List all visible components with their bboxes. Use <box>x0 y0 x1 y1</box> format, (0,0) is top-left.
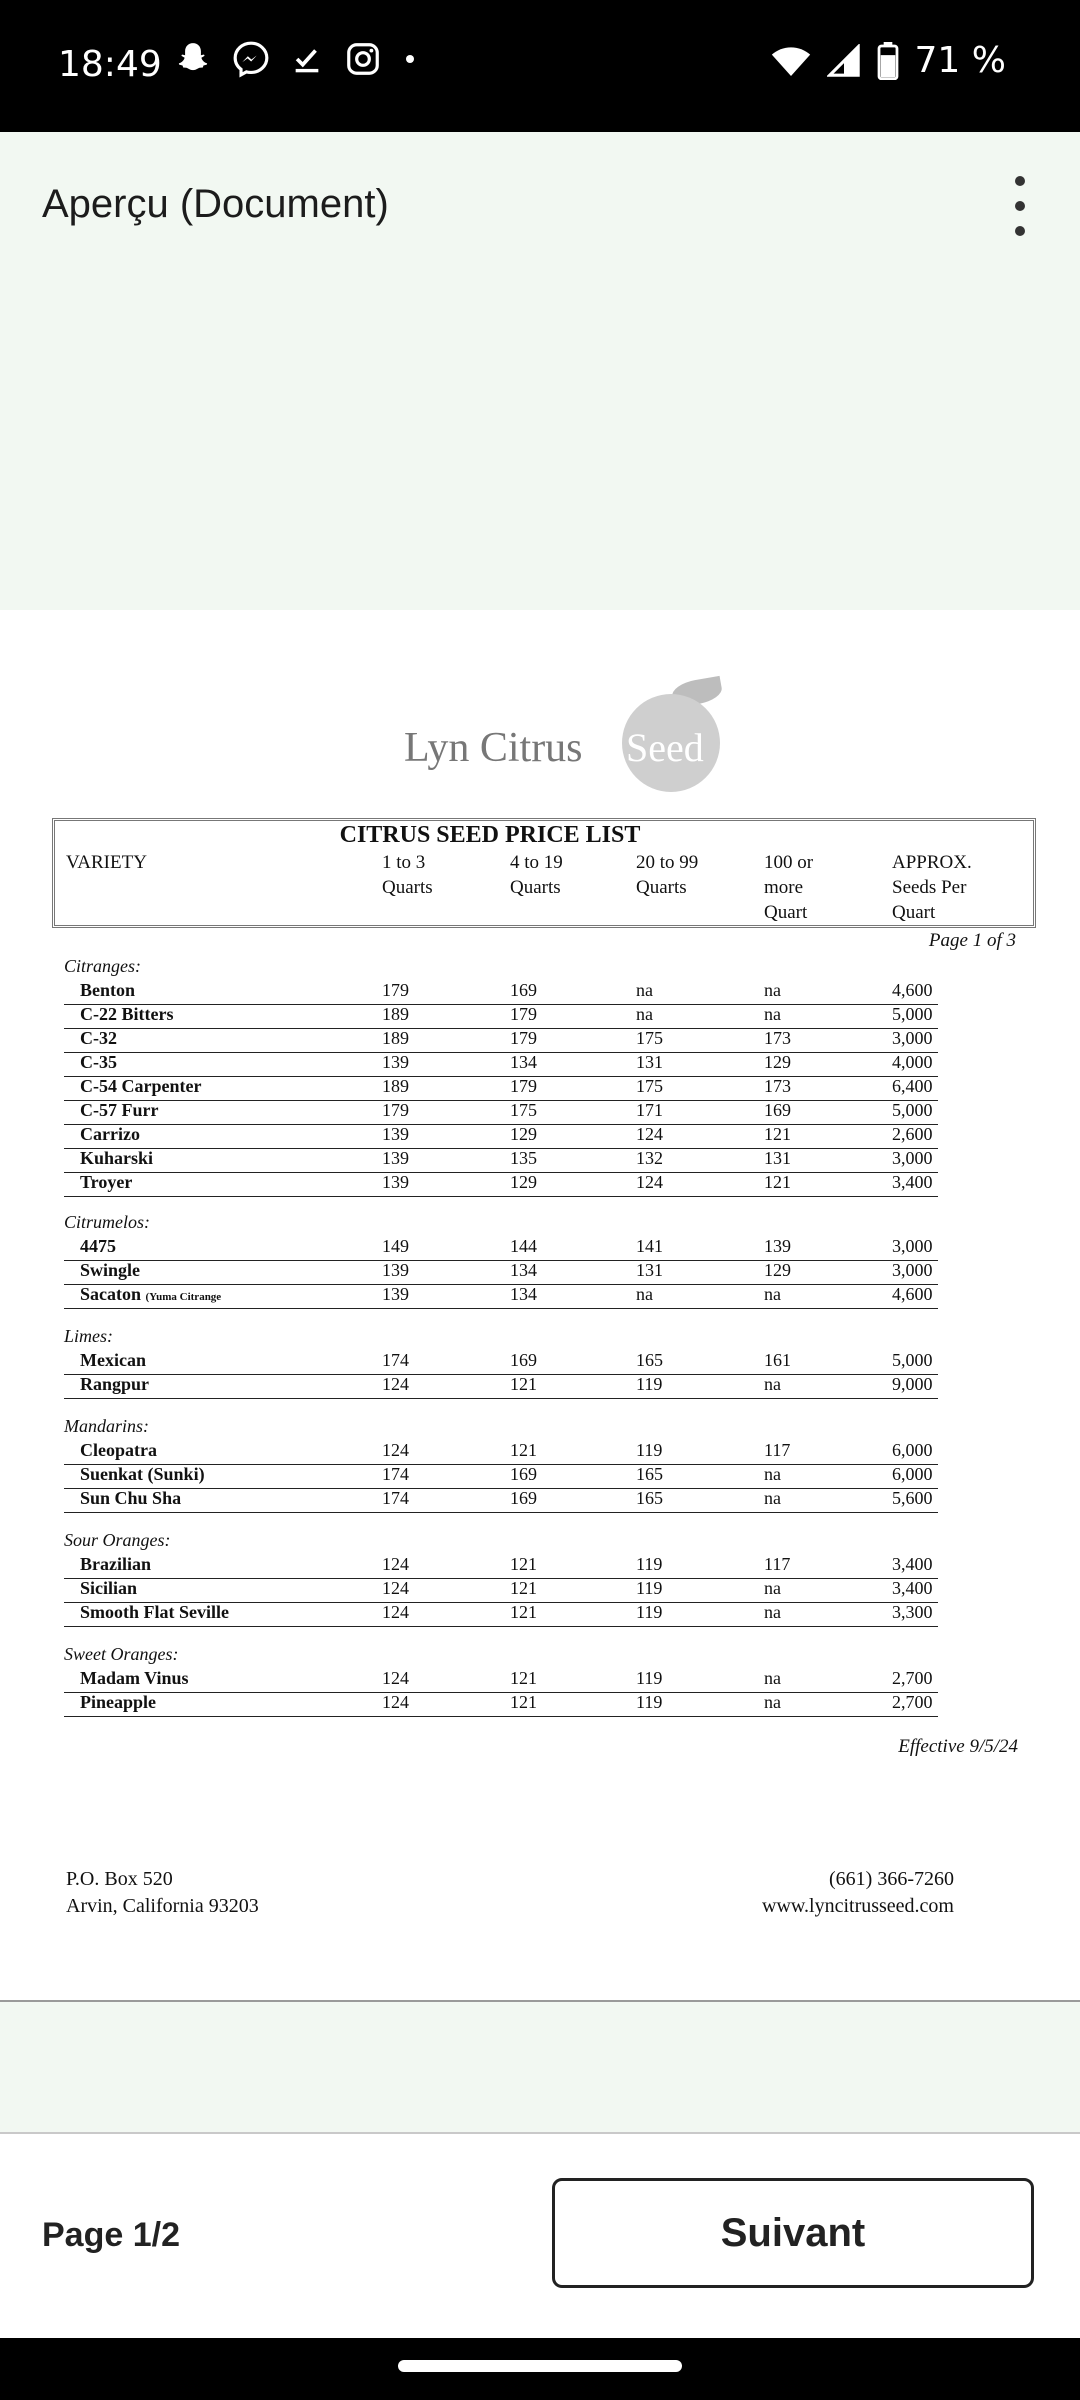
category-citranges: Citranges: <box>64 956 142 976</box>
table-row: C-32 189 179 175 173 3,000 <box>64 1028 938 1053</box>
table-row: Carrizo 139 129 124 121 2,600 <box>64 1124 938 1149</box>
battery-icon <box>877 42 899 80</box>
table-row: Smooth Flat Seville 124 121 119 na 3,300 <box>64 1602 938 1627</box>
column-header-20-to-99: 20 to 99 Quarts <box>636 852 699 898</box>
system-icons <box>771 40 1006 81</box>
battery-percentage: 71 % <box>914 40 1006 81</box>
notification-icons <box>174 40 418 78</box>
company-logo <box>400 680 704 800</box>
table-row: C-35 139 134 131 129 4,000 <box>64 1052 938 1077</box>
next-button[interactable]: Suivant <box>552 2178 1034 2288</box>
column-header-100-or-more: 100 or more Quart <box>764 852 814 923</box>
category-citrumelos: Citrumelos: <box>64 1212 151 1232</box>
category-mandarins: Mandarins: <box>64 1416 149 1436</box>
page-reference: Page 1 of 3 <box>928 930 1016 951</box>
table-row: Sicilian 124 121 119 na 3,400 <box>64 1578 938 1603</box>
column-header-1-to-3: 1 to 3 Quarts <box>382 852 433 898</box>
download-done-icon <box>290 42 324 76</box>
bottom-bar <box>0 2134 1080 2338</box>
app-bar <box>0 132 1080 282</box>
column-header-seeds-per-quart: APPROX. Seeds Per Quart <box>892 852 972 923</box>
table-row: Madam Vinus 124 121 119 na 2,700 <box>64 1668 938 1693</box>
table-row: Pineapple 124 121 119 na 2,700 <box>64 1692 938 1717</box>
contact-info: (661) 366-7260 www.lyncitrusseed.com <box>762 1868 954 1917</box>
page-title: Aperçu (Document) <box>42 182 389 226</box>
messenger-icon <box>232 40 270 78</box>
more-vert-icon <box>1015 176 1025 186</box>
table-row: Suenkat (Sunki) 174 169 165 na 6,000 <box>64 1464 938 1489</box>
table-row: Rangpur 124 121 119 na 9,000 <box>64 1374 938 1399</box>
table-row: Brazilian 124 121 119 117 3,400 <box>64 1554 938 1579</box>
table-row: 4475 149 144 141 139 3,000 <box>64 1236 938 1261</box>
status-time: 18:49 <box>58 44 162 85</box>
status-bar <box>0 0 1080 132</box>
page-divider <box>0 2000 1080 2002</box>
table-row: Sacaton (Yuma Citrange 139 134 na na 4,600 <box>64 1284 938 1309</box>
effective-date: Effective 9/5/24 <box>898 1736 1018 1757</box>
gesture-nav-bar <box>0 2338 1080 2400</box>
document-preview-page[interactable] <box>0 610 1080 2000</box>
wifi-icon <box>771 43 811 79</box>
logo-text: Lyn Citrus <box>404 725 583 771</box>
table-row: C-57 Furr 179 175 171 169 5,000 <box>64 1100 938 1125</box>
table-row: C-54 Carpenter 189 179 175 173 6,400 <box>64 1076 938 1101</box>
column-header-variety: VARIETY <box>66 852 147 873</box>
table-row: Troyer 139 129 124 121 3,400 <box>64 1172 938 1197</box>
more-options-button[interactable] <box>996 176 1044 236</box>
document-title: CITRUS SEED PRICE LIST <box>339 822 641 848</box>
category-sweet-oranges: Sweet Oranges: <box>64 1644 179 1664</box>
category-sour-oranges: Sour Oranges: <box>64 1530 171 1550</box>
logo-seed-text: Seed <box>626 725 704 770</box>
table-row: Swingle 139 134 131 129 3,000 <box>64 1260 938 1285</box>
category-limes: Limes: <box>64 1326 113 1346</box>
dot-icon <box>402 51 418 67</box>
instagram-icon <box>344 40 382 78</box>
postal-address: P.O. Box 520 Arvin, California 93203 <box>66 1868 259 1917</box>
table-row: Mexican 174 169 165 161 5,000 <box>64 1350 938 1375</box>
table-row: Cleopatra 124 121 119 117 6,000 <box>64 1440 938 1465</box>
home-handle[interactable] <box>398 2360 682 2372</box>
column-header-4-to-19: 4 to 19 Quarts <box>510 852 563 898</box>
table-row: Kuharski 139 135 132 131 3,000 <box>64 1148 938 1173</box>
table-row: Sun Chu Sha 174 169 165 na 5,600 <box>64 1488 938 1513</box>
table-row: Benton 179 169 na na 4,600 <box>64 980 938 1005</box>
snapchat-icon <box>174 40 212 78</box>
page-indicator: Page 1/2 <box>42 2216 180 2254</box>
signal-icon <box>827 44 861 78</box>
table-row: C-22 Bitters 189 179 na na 5,000 <box>64 1004 938 1029</box>
